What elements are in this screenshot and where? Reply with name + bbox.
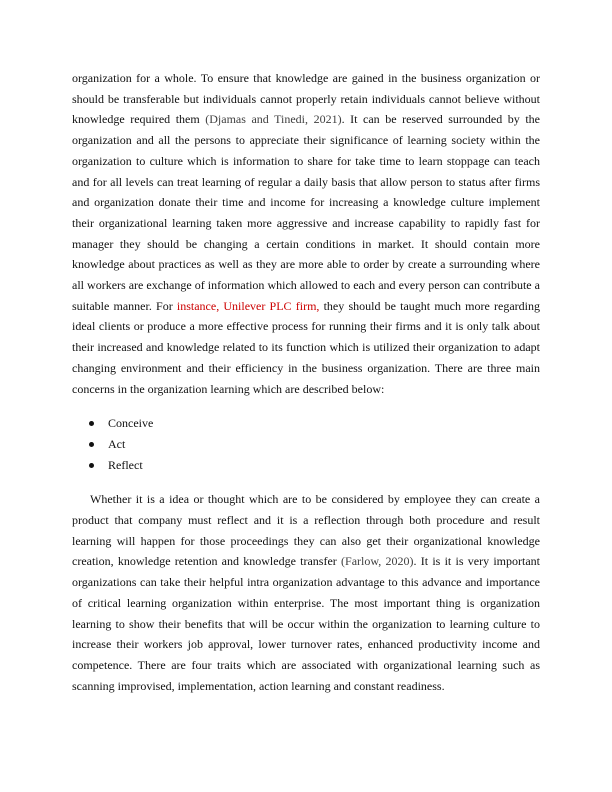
- bullet-item: [72, 434, 540, 455]
- citation-farlow: (Farlow, 2020): [341, 554, 414, 569]
- paragraph-1: [72, 68, 540, 399]
- paragraph-2: [72, 489, 540, 696]
- bullet-label: Act: [108, 436, 126, 451]
- bullet-label: Conceive: [108, 416, 154, 431]
- bullet-icon: [89, 463, 94, 468]
- paragraph-1-text: organization for a whole. To ensure that knowledge are gained in the business organization or should be transferable but individuals cannot properly retain individuals cannot believe without knowledge required them: [72, 71, 540, 127]
- citation-djamas-tinedi: (Djamas and Tinedi, 2021): [205, 112, 342, 127]
- paragraph-1-text-continued: . It can be reserved surrounded by the organization and all the persons to appreciate their significance of learning society within the organization to culture which is information to share for take time to learn stoppage can teach and for all levels can treat learning of regular a daily basis that allow person to status after firms and organization donate their time and income for increasing a knowledge culture implement their organizational learning taken more aggressive and increase capability to rapidly fast for manager they should be changing a certain conditions in market. It should contain more knowledge about practices as well as they are more able to order by create a surrounding where all workers are exchange of information which allowed to each and every person can contribute a suitable manner. For: [72, 112, 540, 313]
- paragraph-2-text: Whether it is a idea or thought which are to be considered by employee they can create a product that company must reflect and it is a reflection through both procedure and result learning will happen for those proceedings they can also get their organizational knowledge creation, knowledge retention and knowledge transfer: [72, 492, 540, 569]
- paragraph-1-text-end: they should be taught much more regarding ideal clients or produce a more effective process for running their firms and it is only talk about their increased and knowledge related to its function which is utilized their organization to adapt changing environment and their efficiency in the business organization. There are three main concerns in the organization learning which are described below:: [72, 298, 540, 396]
- paragraph-2-text-end: . It is it is very important organizations can take their helpful intra organization advantage to this advance and importance of critical learning organization within enterprise. The most important thing is organization learning to show their benefits that will be occur within the organization to learning culture to increase their workers job approval, lower turnover rates, enhanced productivity income and competence. There are four traits which are associated with organizational learning such as scanning improvised, implementation, action learning and constant readiness.: [72, 554, 540, 693]
- bullet-list: [72, 413, 540, 475]
- bullet-item: [72, 413, 540, 434]
- bullet-icon: [89, 442, 94, 447]
- bullet-icon: [89, 421, 94, 426]
- bullet-label: Reflect: [108, 457, 143, 472]
- bullet-item: [72, 455, 540, 476]
- highlighted-example: instance, Unilever PLC firm,: [176, 298, 320, 313]
- document-page: [72, 68, 540, 696]
